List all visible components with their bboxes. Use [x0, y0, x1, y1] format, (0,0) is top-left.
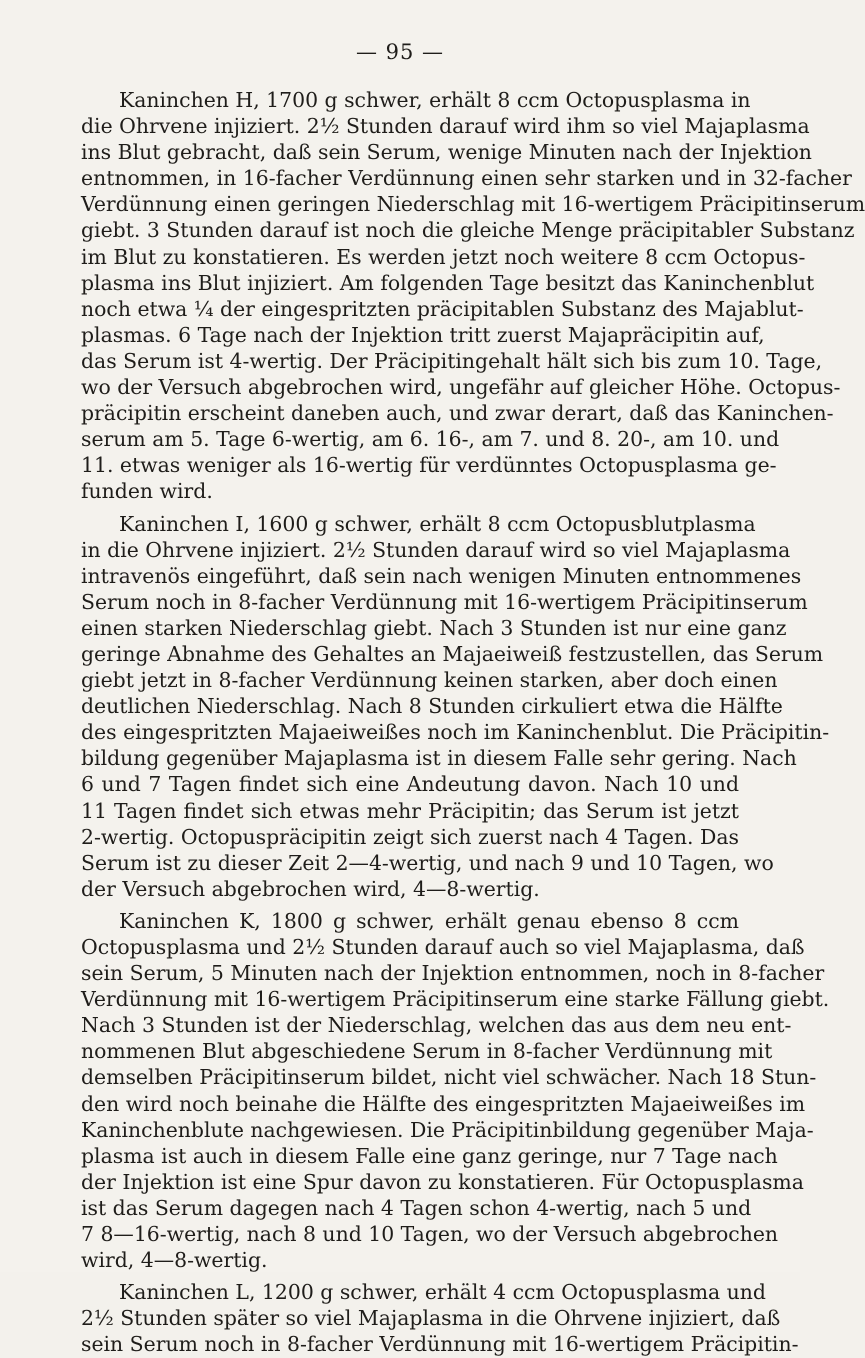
text-line: intravenös eingeführt, daß sein nach wenigen Minuten entnommenes: [81, 563, 802, 588]
text-line: serum am 5. Tage 6-wertig, am 6. 16-, am 7. und 8. 20-, am 10. und: [81, 427, 780, 452]
text-line: sein Serum noch in 8-facher Verdünnung mit 16-wertigem Präcipitin-: [81, 1332, 799, 1357]
text-line: im Blut zu konstatieren. Es werden jetzt noch weitere 8 ccm Octopus-: [81, 244, 806, 269]
text-line: funden wird.: [81, 479, 213, 504]
text-line: entnommen, in 16-facher Verdünnung einen sehr starken und in 32-facher: [81, 166, 852, 191]
text-line: Octopusplasma und 2½ Stunden darauf auch so viel Majaplasma, daß: [81, 935, 805, 959]
text-line: in die Ohrvene injiziert. 2½ Stunden darauf wird so viel Majaplasma: [81, 537, 791, 562]
text-line: 2½ Stunden später so viel Majaplasma in die Ohrvene injiziert, daß: [81, 1306, 781, 1331]
body-text: [81, 87, 865, 1358]
text-line: wo der Versuch abgebrochen wird, ungefähr auf gleicher Höhe. Octopus-: [81, 375, 841, 400]
text-line: 11 Tagen findet sich etwas mehr Präcipitin; das Serum ist jetzt: [81, 798, 739, 823]
text-line: den wird noch beinahe die Hälfte des eingespritzten Majaeiweißes im: [81, 1091, 806, 1116]
paragraph: [81, 87, 865, 505]
text-line: ist das Serum dagegen nach 4 Tagen schon 4-wertig, nach 5 und: [81, 1195, 752, 1220]
text-line: 2-wertig. Octopuspräcipitin zeigt sich zuerst nach 4 Tagen. Das: [81, 824, 739, 849]
text-line: Kaninchen L, 1200 g schwer, erhält 4 ccm Octopusplasma und: [119, 1280, 766, 1305]
text-line: des eingespritzten Majaeiweißes noch im Kaninchenblut. Die Präcipitin-: [81, 720, 830, 745]
text-line: der Injektion ist eine Spur davon zu konstatieren. Für Octopusplasma: [81, 1169, 804, 1194]
text-line: präcipitin erscheint daneben auch, und zwar derart, daß das Kaninchen-: [81, 401, 834, 426]
text-line: das Serum ist 4-wertig. Der Präcipitingehalt hält sich bis zum 10. Tage,: [81, 348, 823, 373]
text-line: 6 und 7 Tagen findet sich eine Andeutung davon. Nach 10 und: [81, 772, 739, 797]
text-line: Nach 3 Stunden ist der Niederschlag, welchen das aus dem neu ent-: [81, 1013, 792, 1038]
text-line: einen starken Niederschlag giebt. Nach 3 Stunden ist nur eine ganz: [81, 615, 787, 640]
text-line: giebt jetzt in 8-facher Verdünnung keinen starken, aber doch einen: [81, 668, 778, 693]
text-line: die Ohrvene injiziert. 2½ Stunden darauf wird ihm so viel Majaplasma: [81, 114, 810, 139]
text-line: Serum noch in 8-facher Verdünnung mit 16-wertigem Präcipitinserum: [81, 589, 808, 614]
text-line: noch etwa ¼ der eingespritzten präcipitablen Substanz des Majablut-: [81, 296, 804, 321]
text-line: Kaninchenblute nachgewiesen. Die Präcipitinbildung gegenüber Maja-: [81, 1117, 814, 1142]
text-line: giebt. 3 Stunden darauf ist noch die gleiche Menge präcipitabler Substanz: [81, 218, 855, 243]
text-line: nommenen Blut abgeschiedene Serum in 8-facher Verdünnung mit: [81, 1039, 773, 1064]
text-line: sein Serum, 5 Minuten nach der Injektion entnommen, noch in 8-facher: [81, 961, 825, 986]
text-line: Kaninchen K, 1800 g schwer, erhält genau ebenso 8 ccm: [119, 908, 739, 933]
text-line: wird, 4—8-wertig.: [81, 1248, 268, 1273]
text-line: deutlichen Niederschlag. Nach 8 Stunden cirkuliert etwa die Hälfte: [81, 694, 783, 719]
text-line: Kaninchen H, 1700 g schwer, erhält 8 ccm Octopusplasma in: [119, 88, 751, 112]
text-line: ins Blut gebracht, daß sein Serum, wenige Minuten nach der Injektion: [81, 140, 812, 165]
text-line: plasmas. 6 Tage nach der Injektion tritt zuerst Majapräcipitin auf,: [81, 322, 765, 347]
paragraph: [81, 511, 830, 902]
paragraph: [81, 1279, 799, 1357]
text-line: demselben Präcipitinserum bildet, nicht viel schwächer. Nach 18 Stun-: [81, 1065, 817, 1090]
text-line: plasma ins Blut injiziert. Am folgenden Tage besitzt das Kaninchenblut: [81, 270, 815, 295]
text-line: Kaninchen I, 1600 g schwer, erhält 8 ccm Octopusblutplasma: [119, 511, 756, 536]
text-line: 11. etwas weniger als 16-wertig für verdünntes Octopusplasma ge-: [81, 453, 777, 478]
page-number: — 95 —: [355, 40, 445, 64]
text-line: geringe Abnahme des Gehaltes an Majaeiweiß festzustellen, das Serum: [81, 641, 824, 666]
text-line: Verdünnung einen geringen Niederschlag mit 16-wertigem Präcipitinserum: [81, 192, 865, 217]
text-line: plasma ist auch in diesem Falle eine ganz geringe, nur 7 Tage nach: [81, 1143, 778, 1168]
text-line: Verdünnung mit 16-wertigem Präcipitinserum eine starke Fällung giebt.: [81, 987, 830, 1012]
text-line: Serum ist zu dieser Zeit 2—4-wertig, und nach 9 und 10 Tagen, wo: [81, 850, 774, 875]
text-line: bildung gegenüber Majaplasma ist in diesem Falle sehr gering. Nach: [81, 746, 797, 771]
text-line: der Versuch abgebrochen wird, 4—8-wertig.: [81, 876, 540, 901]
paragraph: [81, 908, 830, 1273]
text-line: 7 8—16-wertig, nach 8 und 10 Tagen, wo der Versuch abgebrochen: [81, 1222, 779, 1247]
